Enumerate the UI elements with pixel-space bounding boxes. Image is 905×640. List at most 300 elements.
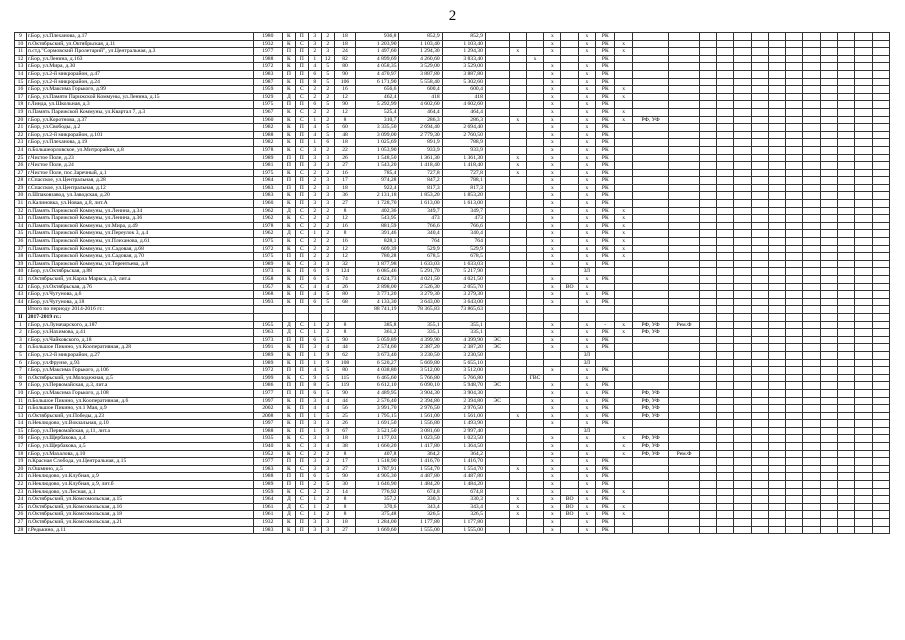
empty-cell [803, 344, 820, 352]
table-cell: 364,2 [399, 450, 442, 458]
table-cell: 1 177,80 [399, 519, 442, 527]
table-cell [485, 78, 509, 86]
empty-cell [751, 283, 768, 291]
table-cell: 27 [15, 519, 27, 527]
empty-cell [855, 215, 872, 223]
table-cell: 6 [308, 389, 321, 397]
table-cell: П [282, 48, 295, 56]
table-cell: х [578, 511, 595, 519]
table-cell [509, 526, 526, 534]
empty-cell [803, 162, 820, 170]
empty-cell [734, 101, 751, 109]
empty-cell [751, 154, 768, 162]
table-cell: ЭС [485, 382, 509, 390]
table-cell [669, 481, 699, 489]
empty-cell [768, 124, 785, 132]
table-cell: 80 [334, 63, 356, 71]
empty-cell [717, 215, 734, 223]
table-cell: х [544, 192, 561, 200]
empty-cell [578, 313, 595, 321]
table-cell: 847,2 [399, 177, 442, 185]
empty-cell [717, 207, 734, 215]
table-cell [632, 108, 669, 116]
empty-cell [820, 367, 837, 375]
empty-cell [803, 33, 820, 41]
table-cell: 5 [321, 374, 334, 382]
table-cell: 764 [399, 238, 442, 246]
empty-cell [751, 276, 768, 284]
table-cell: г.Бор, ул.2-й микрорайон, д.24 [26, 78, 253, 86]
empty-cell [561, 313, 578, 321]
empty-cell [734, 154, 751, 162]
table-cell: х [615, 116, 632, 124]
empty-cell [837, 420, 854, 428]
table-cell: К [282, 55, 295, 63]
empty-cell [768, 154, 785, 162]
table-cell: 106 [334, 78, 356, 86]
table-cell: РК [596, 177, 615, 185]
empty-cell [786, 131, 803, 139]
table-cell: х [615, 230, 632, 238]
empty-cell [786, 200, 803, 208]
table-cell: х [578, 374, 595, 382]
empty-cell [803, 329, 820, 337]
table-cell: 12 [334, 245, 356, 253]
table-cell: 4 [308, 131, 321, 139]
table-row [15, 184, 890, 192]
table-cell: п.Большое Пикино, ул.Кооперативная, д.28 [26, 344, 253, 352]
table-cell: х [544, 162, 561, 170]
empty-cell [699, 101, 716, 109]
empty-cell [699, 374, 716, 382]
table-cell: 766,6 [442, 222, 485, 230]
table-row [15, 389, 890, 397]
empty-cell [872, 192, 889, 200]
empty-cell [768, 184, 785, 192]
empty-cell [699, 321, 716, 329]
empty-cell [699, 238, 716, 246]
table-cell: 1 203,90 [356, 40, 399, 48]
empty-cell [786, 412, 803, 420]
table-cell [669, 519, 699, 527]
table-cell: х [544, 131, 561, 139]
empty-cell [803, 389, 820, 397]
table-cell [526, 108, 543, 116]
empty-cell [699, 519, 716, 527]
table-cell: 418 [399, 93, 442, 101]
table-cell [669, 139, 699, 147]
empty-cell [699, 389, 716, 397]
table-cell: 8 [308, 382, 321, 390]
empty-cell [837, 336, 854, 344]
table-cell: Д [282, 93, 295, 101]
table-cell: РК [596, 389, 615, 397]
table-cell [485, 93, 509, 101]
empty-cell [751, 55, 768, 63]
table-cell: 119 [334, 382, 356, 390]
table-cell: 3 [308, 435, 321, 443]
table-cell [615, 427, 632, 435]
table-cell [669, 245, 699, 253]
empty-cell [751, 215, 768, 223]
table-cell [669, 283, 699, 291]
table-cell: п.Октябрьский, ул.Комсомольская, д.15 [26, 496, 253, 504]
table-cell: 1 795,15 [356, 412, 399, 420]
table-cell [669, 116, 699, 124]
table-cell: П [295, 184, 308, 192]
table-cell: 2 694,40 [442, 124, 485, 132]
table-cell: 115 [334, 374, 356, 382]
table-cell [561, 184, 578, 192]
empty-cell [837, 526, 854, 534]
table-cell [526, 245, 543, 253]
empty-cell [751, 260, 768, 268]
empty-cell [837, 344, 854, 352]
empty-cell [803, 412, 820, 420]
empty-cell [837, 230, 854, 238]
table-cell: х [578, 146, 595, 154]
table-cell [632, 283, 669, 291]
table-cell: г.Бор, ул.Щербакова, д.5 [26, 443, 253, 451]
table-cell: 1 669,60 [356, 526, 399, 534]
empty-cell [855, 154, 872, 162]
table-cell: 776,92 [356, 488, 399, 496]
table-cell: 473 [399, 215, 442, 223]
table-cell: 1 554,70 [442, 465, 485, 473]
empty-cell [872, 321, 889, 329]
table-cell [526, 192, 543, 200]
table-cell: п.Большое Пикино, ул.Кооперативная, д.6 [26, 397, 253, 405]
empty-cell [855, 465, 872, 473]
empty-cell [699, 283, 716, 291]
table-cell: 3 [308, 146, 321, 154]
table-cell: 1962 [253, 207, 282, 215]
empty-cell [855, 443, 872, 451]
empty-cell [768, 435, 785, 443]
table-cell [526, 253, 543, 261]
table-cell: 1 177,80 [442, 519, 485, 527]
table-cell [485, 86, 509, 94]
table-cell: 43 [15, 291, 27, 299]
table-cell: 3 [321, 154, 334, 162]
empty-cell [803, 405, 820, 413]
empty-cell [786, 420, 803, 428]
empty-cell [855, 511, 872, 519]
table-cell: 364,2 [442, 450, 485, 458]
table-cell [669, 367, 699, 375]
table-cell [561, 473, 578, 481]
table-cell: х [615, 93, 632, 101]
table-cell: х [578, 253, 595, 261]
table-cell: 1983 [253, 526, 282, 534]
empty-cell [751, 435, 768, 443]
empty-cell [768, 207, 785, 215]
table-cell [485, 389, 509, 397]
table-cell: 9 [321, 359, 334, 367]
table-cell [596, 374, 615, 382]
table-cell [509, 276, 526, 284]
table-row [15, 435, 890, 443]
table-cell: 678,5 [442, 253, 485, 261]
table-cell [485, 443, 509, 451]
table-cell [669, 291, 699, 299]
empty-cell [751, 116, 768, 124]
empty-cell [751, 93, 768, 101]
table-cell: 402,36 [356, 207, 399, 215]
table-cell: РК [596, 184, 615, 192]
empty-cell [751, 344, 768, 352]
table-cell: 60 [334, 124, 356, 132]
table-cell [544, 427, 561, 435]
empty-cell [786, 336, 803, 344]
empty-cell [734, 397, 751, 405]
table-cell [485, 230, 509, 238]
table-cell [485, 184, 509, 192]
empty-cell [751, 268, 768, 276]
table-cell: г.Бор, ул.Нахимова, д.41 [26, 329, 253, 337]
table-cell: С [295, 374, 308, 382]
empty-cell [751, 503, 768, 511]
empty-cell [699, 230, 716, 238]
table-cell [509, 374, 526, 382]
table-cell: 674,8 [399, 488, 442, 496]
table-cell: п.Октябрьский, ул.Карла Маркса, д.3, лит.а [26, 276, 253, 284]
empty-cell [699, 169, 716, 177]
table-cell: 3 [308, 519, 321, 527]
empty-cell [717, 78, 734, 86]
table-cell [526, 397, 543, 405]
table-cell [526, 268, 543, 276]
table-cell: х [578, 124, 595, 132]
table-cell: П [282, 336, 295, 344]
table-cell [669, 473, 699, 481]
empty-cell [803, 253, 820, 261]
empty-cell [768, 215, 785, 223]
table-cell: 26 [334, 154, 356, 162]
table-cell: х [615, 488, 632, 496]
empty-cell [717, 481, 734, 489]
table-cell: 6 [308, 268, 321, 276]
table-cell: 3 [308, 162, 321, 170]
empty-cell [786, 481, 803, 489]
empty-cell [699, 162, 716, 170]
table-cell: 3 [321, 420, 334, 428]
table-cell [526, 351, 543, 359]
table-cell: 17 [334, 177, 356, 185]
table-cell [509, 101, 526, 109]
empty-cell [855, 70, 872, 78]
table-cell [632, 207, 669, 215]
empty-cell [855, 162, 872, 170]
table-cell: 13 [15, 63, 27, 71]
empty-cell [820, 458, 837, 466]
table-cell: К [282, 238, 295, 246]
table-cell: х [544, 200, 561, 208]
table-cell: 5 [321, 291, 334, 299]
table-cell: П [282, 367, 295, 375]
table-cell: Итого по периоду 2014-2016 гг.: [26, 306, 253, 314]
table-cell [485, 526, 509, 534]
table-cell [485, 511, 509, 519]
table-cell: Д [282, 496, 295, 504]
table-cell [632, 519, 669, 527]
table-cell: РК [596, 116, 615, 124]
empty-cell [751, 78, 768, 86]
empty-cell [872, 33, 889, 41]
table-cell: 656,6 [356, 86, 399, 94]
table-cell: РК [596, 86, 615, 94]
empty-cell [820, 93, 837, 101]
table-cell [561, 40, 578, 48]
table-cell: х [544, 488, 561, 496]
table-cell: 817,3 [399, 184, 442, 192]
table-cell: 2 [321, 238, 334, 246]
empty-cell [855, 131, 872, 139]
table-cell: П [295, 405, 308, 413]
empty-cell [837, 458, 854, 466]
table-cell: 1 053,90 [356, 146, 399, 154]
table-cell: П [282, 154, 295, 162]
table-cell: К [282, 200, 295, 208]
empty-cell [820, 412, 837, 420]
table-cell: 12 [334, 215, 356, 223]
table-cell: 6 171,90 [356, 78, 399, 86]
table-cell: 1 [308, 511, 321, 519]
table-row [15, 511, 890, 519]
table-cell: 3 673,40 [356, 351, 399, 359]
empty-cell [837, 511, 854, 519]
empty-cell [734, 260, 751, 268]
table-cell: 2 [321, 215, 334, 223]
empty-cell [768, 298, 785, 306]
table-cell: х [578, 230, 595, 238]
table-cell: 1981 [253, 162, 282, 170]
table-cell: 2 [321, 207, 334, 215]
table-cell: п.Шпаковзавод, ул.Заводская, д.20 [26, 192, 253, 200]
table-cell [485, 238, 509, 246]
table-cell [632, 192, 669, 200]
empty-cell [803, 63, 820, 71]
table-cell: К [282, 344, 295, 352]
table-cell [669, 260, 699, 268]
empty-cell [803, 291, 820, 299]
empty-cell [803, 192, 820, 200]
table-cell: 2 394,80 [442, 397, 485, 405]
table-cell: 18 [334, 519, 356, 527]
empty-cell [872, 116, 889, 124]
table-cell: ВО [561, 503, 578, 511]
table-cell: 8 [334, 207, 356, 215]
table-cell: 40 [15, 268, 27, 276]
table-cell: х [544, 344, 561, 352]
empty-cell [734, 435, 751, 443]
table-cell [485, 329, 509, 337]
empty-cell [786, 177, 803, 185]
table-cell: 1987 [253, 78, 282, 86]
table-cell [509, 397, 526, 405]
table-cell: С [295, 496, 308, 504]
empty-cell [872, 412, 889, 420]
empty-cell [872, 443, 889, 451]
table-cell: 1 493,90 [442, 420, 485, 428]
empty-cell [751, 359, 768, 367]
table-cell: 5 [321, 70, 334, 78]
empty-cell [837, 443, 854, 451]
table-cell: 1929 [253, 93, 282, 101]
table-cell: 16 [15, 435, 27, 443]
empty-cell [356, 313, 399, 321]
empty-cell [786, 397, 803, 405]
table-cell: 286,3 [442, 116, 485, 124]
table-cell: 2 [308, 207, 321, 215]
table-cell [282, 306, 295, 314]
table-cell: 1952 [253, 450, 282, 458]
table-cell: К [282, 63, 295, 71]
empty-cell [751, 329, 768, 337]
table-cell: 4 [308, 405, 321, 413]
table-cell: 1973 [253, 336, 282, 344]
table-cell [526, 40, 543, 48]
table-cell: 2 [321, 116, 334, 124]
empty-cell [820, 397, 837, 405]
empty-cell [751, 397, 768, 405]
table-cell: х [578, 200, 595, 208]
table-cell: 8 [334, 230, 356, 238]
empty-cell [803, 238, 820, 246]
table-cell: х [578, 86, 595, 94]
empty-cell [699, 329, 716, 337]
empty-cell [855, 321, 872, 329]
table-cell [509, 70, 526, 78]
table-cell: 1 103,40 [399, 40, 442, 48]
table-cell: х [544, 336, 561, 344]
empty-cell [855, 207, 872, 215]
empty-cell [734, 306, 751, 314]
table-cell [509, 420, 526, 428]
table-cell: 361,2 [356, 329, 399, 337]
table-cell: 355,1 [442, 321, 485, 329]
empty-cell [803, 298, 820, 306]
table-cell: 1 646,90 [356, 481, 399, 489]
table-cell: 62 [334, 351, 356, 359]
table-cell: 31 [15, 200, 27, 208]
table-cell: РК [596, 55, 615, 63]
table-cell: Д [282, 511, 295, 519]
empty-cell [699, 313, 716, 321]
table-cell: г.Бор, ул.Плеханова, д.19 [26, 139, 253, 147]
table-cell [596, 443, 615, 451]
table-cell: х [578, 458, 595, 466]
table-cell [632, 139, 669, 147]
empty-cell [855, 336, 872, 344]
empty-cell [751, 496, 768, 504]
empty-cell [803, 230, 820, 238]
empty-cell [855, 78, 872, 86]
table-cell: 1 418,40 [399, 162, 442, 170]
empty-cell [837, 488, 854, 496]
empty-cell [699, 108, 716, 116]
table-cell [561, 420, 578, 428]
table-cell: 1 [308, 412, 321, 420]
table-cell: РК [596, 63, 615, 71]
table-body [15, 33, 890, 534]
table-cell [615, 336, 632, 344]
table-cell: х [578, 33, 595, 41]
table-cell: х [544, 33, 561, 41]
empty-cell [768, 192, 785, 200]
table-cell [632, 473, 669, 481]
table-cell: П [282, 458, 295, 466]
